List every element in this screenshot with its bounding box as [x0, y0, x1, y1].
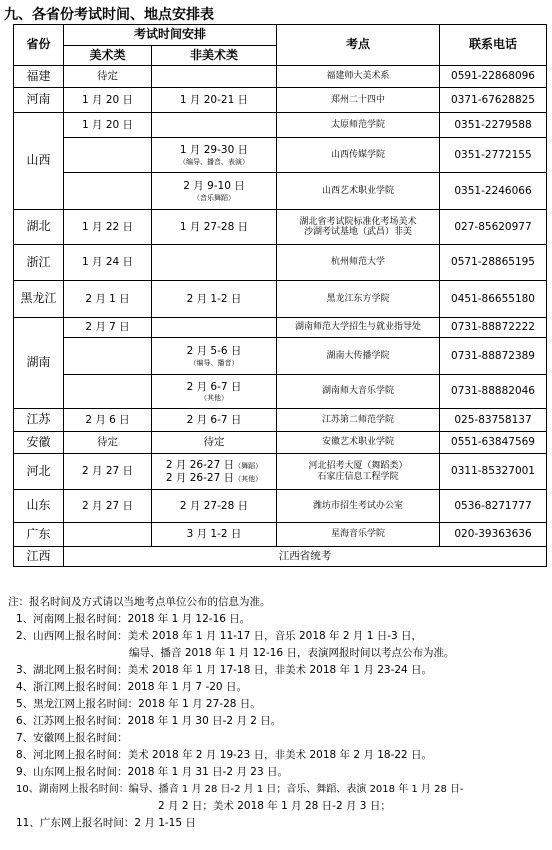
venue-cell: 星海音乐学院 — [277, 523, 440, 547]
non-art-time-cell — [152, 66, 277, 88]
table-row-shanxi-3 — [14, 173, 547, 210]
phone-cell: 0351-2246066 — [440, 173, 547, 210]
note-item: 3、湖北网上报名时间：美术 2018 年 1 月 17-18 日，非美术 2018 年 1 月 23-24 日。 — [16, 664, 433, 676]
phone-cell: 0731-88882046 — [440, 375, 547, 409]
non-art-time: 2 月 26-27 日 — [165, 471, 235, 484]
note-head: 注：报名时间及方式请以当地考点单位公布的信息为准。 — [8, 596, 271, 608]
table-row-hebei — [14, 454, 547, 490]
non-art-time-cell: 3 月 1-2 日 — [152, 523, 277, 547]
note-item: 10、湖南网上报名时间：编导、播音 1 月 28 日-2 月 1 日；音乐、舞蹈、表演 2018 年 1 月 28 日- — [16, 784, 464, 795]
art-time-cell — [64, 375, 152, 409]
note-item: 6、江苏网上报名时间：2018 年 1 月 30 日-2 月 2 日。 — [16, 715, 282, 727]
province-cell: 江西 — [14, 547, 64, 567]
non-art-time-cell — [152, 338, 277, 375]
page-title: 九、各省份考试时间、地点安排表 — [4, 7, 214, 23]
exam-schedule-table — [13, 24, 547, 567]
province-cell: 福建 — [14, 66, 64, 88]
venue-cell: 湖南大传播学院 — [277, 338, 440, 375]
art-time-cell — [64, 138, 152, 173]
non-art-time-cell — [152, 454, 277, 490]
venue-cell: 潍坊市招生考试办公室 — [277, 490, 440, 523]
art-time-cell: 2 月 1 日 — [64, 281, 152, 318]
non-art-note: （其他） — [234, 474, 263, 483]
table-row-shandong — [14, 490, 547, 523]
merged-cell: 江西省统考 — [64, 547, 547, 567]
province-cell: 江苏 — [14, 409, 64, 432]
province-cell: 浙江 — [14, 245, 64, 281]
table-row-fujian — [14, 66, 547, 88]
phone-cell: 025-83758137 — [440, 409, 547, 432]
phone-cell: 0731-88872389 — [440, 338, 547, 375]
venue-cell: 安徽艺术职业学院 — [277, 432, 440, 454]
table-row-jiangxi — [14, 547, 547, 567]
venue-cell: 郑州二十四中 — [277, 88, 440, 113]
non-art-time: 2 月 6-7 日 — [186, 380, 242, 393]
note-item-continued: 2 月 2 日；美术 2018 年 1 月 28 日-2 月 3 日； — [158, 800, 391, 812]
table-row-hunan-3 — [14, 375, 547, 409]
province-cell: 湖南 — [14, 318, 64, 409]
notes-section — [8, 594, 548, 832]
venue-cell — [277, 210, 440, 245]
phone-cell: 0351-2772155 — [440, 138, 547, 173]
non-art-time-cell: 2 月 1-2 日 — [152, 281, 277, 318]
art-time-cell — [64, 173, 152, 210]
header-venue: 考点 — [277, 25, 440, 66]
phone-cell: 0571-28865195 — [440, 245, 547, 281]
venue-cell: 黑龙江东方学院 — [277, 281, 440, 318]
non-art-time: 2 月 5-6 日 — [186, 345, 242, 358]
phone-cell: 027-85620977 — [440, 210, 547, 245]
venue-cell: 福建师大美术系 — [277, 66, 440, 88]
non-art-subnote: （编导、播音） — [189, 358, 239, 367]
table-row-anhui — [14, 432, 547, 454]
phone-cell: 0731-88872222 — [440, 318, 547, 338]
phone-cell: 0536-8271777 — [440, 490, 547, 523]
table-row-zhejiang — [14, 245, 547, 281]
table-row-henan — [14, 88, 547, 113]
non-art-time-cell: 待定 — [152, 432, 277, 454]
table-row-guangdong — [14, 523, 547, 547]
non-art-time-cell: 1 月 27-28 日 — [152, 210, 277, 245]
non-art-time-cell — [152, 245, 277, 281]
note-item: 5、黑龙江网上报名时间：2018 年 1 月 27-28 日。 — [16, 698, 261, 710]
province-cell: 山东 — [14, 490, 64, 523]
non-art-time-line — [154, 472, 274, 484]
note-item: 4、浙江网上报名时间：2018 年 1 月 7 -20 日。 — [16, 681, 247, 693]
note-item: 11、广东网上报名时间：2 月 1-15 日 — [16, 817, 196, 829]
table-row-heilongjiang — [14, 281, 547, 318]
art-time-cell: 待定 — [64, 432, 152, 454]
note-item: 7、安徽网上报名时间： — [16, 732, 128, 744]
province-cell: 河南 — [14, 88, 64, 113]
non-art-time: 2 月 9-10 日 — [183, 180, 245, 193]
art-time-cell: 待定 — [64, 66, 152, 88]
non-art-time-cell: 1 月 20-21 日 — [152, 88, 277, 113]
venue-line: 湖北省考试院标准化考场美术 — [299, 216, 417, 227]
province-cell: 河北 — [14, 454, 64, 490]
art-time-cell — [64, 523, 152, 547]
header-row — [14, 25, 547, 46]
table-row-jiangsu — [14, 409, 547, 432]
art-time-cell: 1 月 20 日 — [64, 88, 152, 113]
non-art-time-cell — [152, 113, 277, 138]
venue-cell: 山西传媒学院 — [277, 138, 440, 173]
table-row-hunan — [14, 318, 547, 338]
table-row-shanxi-2 — [14, 138, 547, 173]
non-art-note: （舞蹈） — [234, 462, 263, 471]
phone-cell: 0551-63847569 — [440, 432, 547, 454]
note-item: 8、河北网上报名时间：美术 2018 年 2 月 19-23 日，非美术 2018 年 2 月 18-22 日。 — [16, 749, 433, 761]
phone-cell: 0451-86655180 — [440, 281, 547, 318]
header-province: 省份 — [14, 25, 64, 66]
table-row-hubei — [14, 210, 547, 245]
venue-line: 河北招考大厦（舞蹈类） — [308, 461, 408, 472]
province-cell: 安徽 — [14, 432, 64, 454]
venue-line: 石家庄信息工程学院 — [317, 471, 399, 482]
venue-cell: 山西艺术职业学院 — [277, 173, 440, 210]
note-item: 9、山东网上报名时间：2018 年 1 月 31 日-2 月 23 日。 — [16, 766, 288, 778]
art-time-cell: 1 月 20 日 — [64, 113, 152, 138]
art-time-cell: 1 月 22 日 — [64, 210, 152, 245]
non-art-time: 2 月 26-27 日 — [165, 459, 235, 472]
table-row-shanxi — [14, 113, 547, 138]
non-art-subnote: （音乐舞蹈） — [193, 193, 235, 202]
venue-line: 沙湖考试基地（武昌）非美 — [304, 227, 413, 237]
venue-cell: 湖南师大音乐学院 — [277, 375, 440, 409]
phone-cell: 020-39363636 — [440, 523, 547, 547]
table-row-hunan-2 — [14, 338, 547, 375]
art-time-cell: 2 月 7 日 — [64, 318, 152, 338]
venue-cell: 太原师范学院 — [277, 113, 440, 138]
non-art-time-cell: 2 月 27-28 日 — [152, 490, 277, 523]
phone-cell: 0351-2279588 — [440, 113, 547, 138]
art-time-cell: 2 月 6 日 — [64, 409, 152, 432]
province-cell: 山西 — [14, 113, 64, 210]
header-exam-time: 考试时间安排 — [64, 25, 277, 46]
non-art-time-cell — [152, 138, 277, 173]
phone-cell: 0371-67628825 — [440, 88, 547, 113]
venue-cell: 江苏第二师范学院 — [277, 409, 440, 432]
non-art-subnote: （其他） — [200, 394, 228, 402]
art-time-cell: 2 月 27 日 — [64, 454, 152, 490]
phone-cell: 0311-85327001 — [440, 454, 547, 490]
non-art-time-cell — [152, 318, 277, 338]
venue-cell — [277, 454, 440, 490]
non-art-time-cell — [152, 173, 277, 210]
header-non-art: 非美术类 — [152, 46, 277, 66]
art-time-cell: 1 月 24 日 — [64, 245, 152, 281]
art-time-cell: 2 月 27 日 — [64, 490, 152, 523]
non-art-subnote: （编导、播音、表演） — [179, 157, 249, 166]
non-art-time: 1 月 29-30 日 — [179, 144, 249, 157]
phone-cell: 0591-22868096 — [440, 66, 547, 88]
province-cell: 湖北 — [14, 210, 64, 245]
note-item-continued: 编导、播音 2018 年 1 月 12-16 日，表演网报时间以考点公布为准。 — [129, 647, 455, 659]
province-cell: 广东 — [14, 523, 64, 547]
non-art-time-cell — [152, 375, 277, 409]
note-item: 1、河南网上报名时间：2018 年 1 月 12-16 日。 — [16, 613, 251, 625]
province-cell: 黑龙江 — [14, 281, 64, 318]
art-time-cell — [64, 338, 152, 375]
note-item: 2、山西网上报名时间：美术 2018 年 1 月 11-17 日，音乐 2018 年 2 月 1 日-3 日， — [16, 630, 423, 642]
venue-cell: 杭州师范大学 — [277, 245, 440, 281]
non-art-time-cell: 2 月 6-7 日 — [152, 409, 277, 432]
non-art-time-line — [154, 459, 274, 471]
header-phone: 联系电话 — [440, 25, 547, 66]
header-art: 美术类 — [64, 46, 152, 66]
venue-cell: 湖南师范大学招生与就业指导处 — [277, 318, 440, 338]
